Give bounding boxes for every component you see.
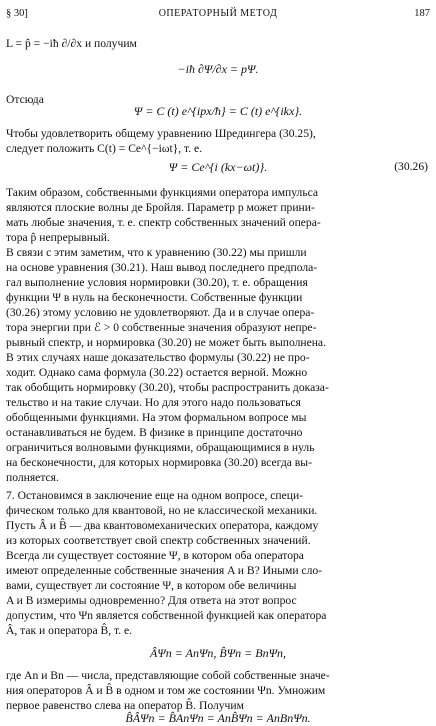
text-line: функции Ψ в нуль на бесконечности. Собственные функции bbox=[6, 291, 303, 304]
text-line: имеют определенные собственные значения A и B? Иными сло- bbox=[6, 564, 323, 577]
text-line: A и B измеримы одновременно? Для ответа на этот вопрос bbox=[6, 594, 297, 607]
display-equation: Ψ = Ce^{i (kx−ωt)}. bbox=[168, 160, 268, 174]
text-line: тельство и на такие случаи. Но для этого надо пользоваться bbox=[6, 396, 301, 409]
text-line: Чтобы удовлетворить общему уравнению Шредингера (30.25), bbox=[6, 127, 316, 140]
running-header bbox=[6, 8, 430, 22]
text-line: Пусть Â и B̂ — два квантовомеханических оператора, каждому bbox=[6, 519, 319, 532]
running-title: ОПЕРАТОРНЫЙ МЕТОД bbox=[158, 8, 278, 19]
text-line: Таким образом, собственными функциями оператора импульса bbox=[6, 186, 319, 199]
text-line: гал выполнение условия нормировки (30.20), т. е. обращения bbox=[6, 276, 308, 289]
text-line: мать любые значения, т. е. спектр собственных значений опера- bbox=[6, 216, 321, 229]
display-equation: −iħ ∂Ψ/∂x = pΨ. bbox=[177, 62, 259, 76]
text-line: фическом только для квантовой, но не классической механики. bbox=[6, 504, 318, 517]
text-line: полняется. bbox=[6, 471, 59, 484]
text-line: так обобщить нормировку (30.20), чтобы распространить доказа- bbox=[6, 381, 329, 394]
text-line: из которых соответствует свой спектр собственных значений. bbox=[6, 534, 311, 547]
text-line: на основе уравнения (30.21). Наш вывод последнего предпола- bbox=[6, 261, 318, 274]
text-line: тора p̂ непрерывный. bbox=[6, 231, 110, 244]
text-line: L = p̂ = −iħ ∂/∂x и получим bbox=[6, 37, 137, 50]
display-equation: B̂ÂΨn = B̂AnΨn = AnB̂Ψn = AnBnΨn. bbox=[125, 711, 311, 725]
text-line: В связи с этим заметим, что к уравнению (30.22) мы пришли bbox=[6, 246, 307, 259]
text-line: вами, существует ли состояние Ψ, в котором обе величины bbox=[6, 579, 297, 592]
text-line: тора энергии при ℰ > 0 собственные значения образуют непре- bbox=[6, 321, 317, 334]
text-line: где An и Bn — числа, представляющие собой собственные значе- bbox=[6, 669, 330, 682]
text-line: рывный спектр, и нормировка (30.20) не может быть выполнена. bbox=[6, 336, 326, 349]
equation-number: (30.26) bbox=[394, 160, 428, 173]
text-line: ограничиться волновыми функциями, обращающимися в нуль bbox=[6, 441, 315, 454]
text-line: являются плоские волны де Бройля. Параметр p может прини- bbox=[6, 201, 315, 214]
text-line: допустим, что Ψn является собственной функцией как оператора bbox=[6, 609, 327, 622]
display-equation: Ψ = C (t) e^{ipx/ħ} = C (t) e^{ikx}. bbox=[133, 104, 303, 118]
text-line: на бесконечности, для которых нормировка (30.20) всегда вы- bbox=[6, 456, 312, 469]
text-line: Отсюда bbox=[6, 93, 44, 106]
text-line: Â, так и оператора B̂, т. е. bbox=[6, 624, 133, 637]
text-line: В этих случаях наше доказательство формулы (30.22) не про- bbox=[6, 351, 310, 364]
text-line: ходит. Однако сама формула (30.22) остается верной. Можно bbox=[6, 366, 308, 379]
text-line: обобщенными функциями. На этом формальном вопросе мы bbox=[6, 411, 307, 424]
text-line: останавливаться не будем. В физике в принципе достаточно bbox=[6, 426, 303, 439]
text-line: следует положить C(t) = Ce^{−iωt}, т. е. bbox=[6, 142, 203, 155]
page-number: 187 bbox=[414, 8, 430, 19]
section-marker: § 30] bbox=[6, 8, 28, 19]
text-line: 7. Остановимся в заключение еще на одном вопросе, специ- bbox=[6, 489, 304, 502]
display-equation: ÂΨn = AnΨn, B̂Ψn = BnΨn, bbox=[149, 646, 287, 660]
text-line: ния операторов Â и B̂ в одном и том же состоянии Ψn. Умножим bbox=[6, 684, 326, 697]
text-line: (30.26) этому условию не удовлетворяют. Да и в случае опера- bbox=[6, 306, 315, 319]
text-line: Всегда ли существует состояние Ψ, в котором оба оператора bbox=[6, 549, 304, 562]
text-line: первое равенство слева на оператор B̂. Получим bbox=[6, 699, 244, 712]
